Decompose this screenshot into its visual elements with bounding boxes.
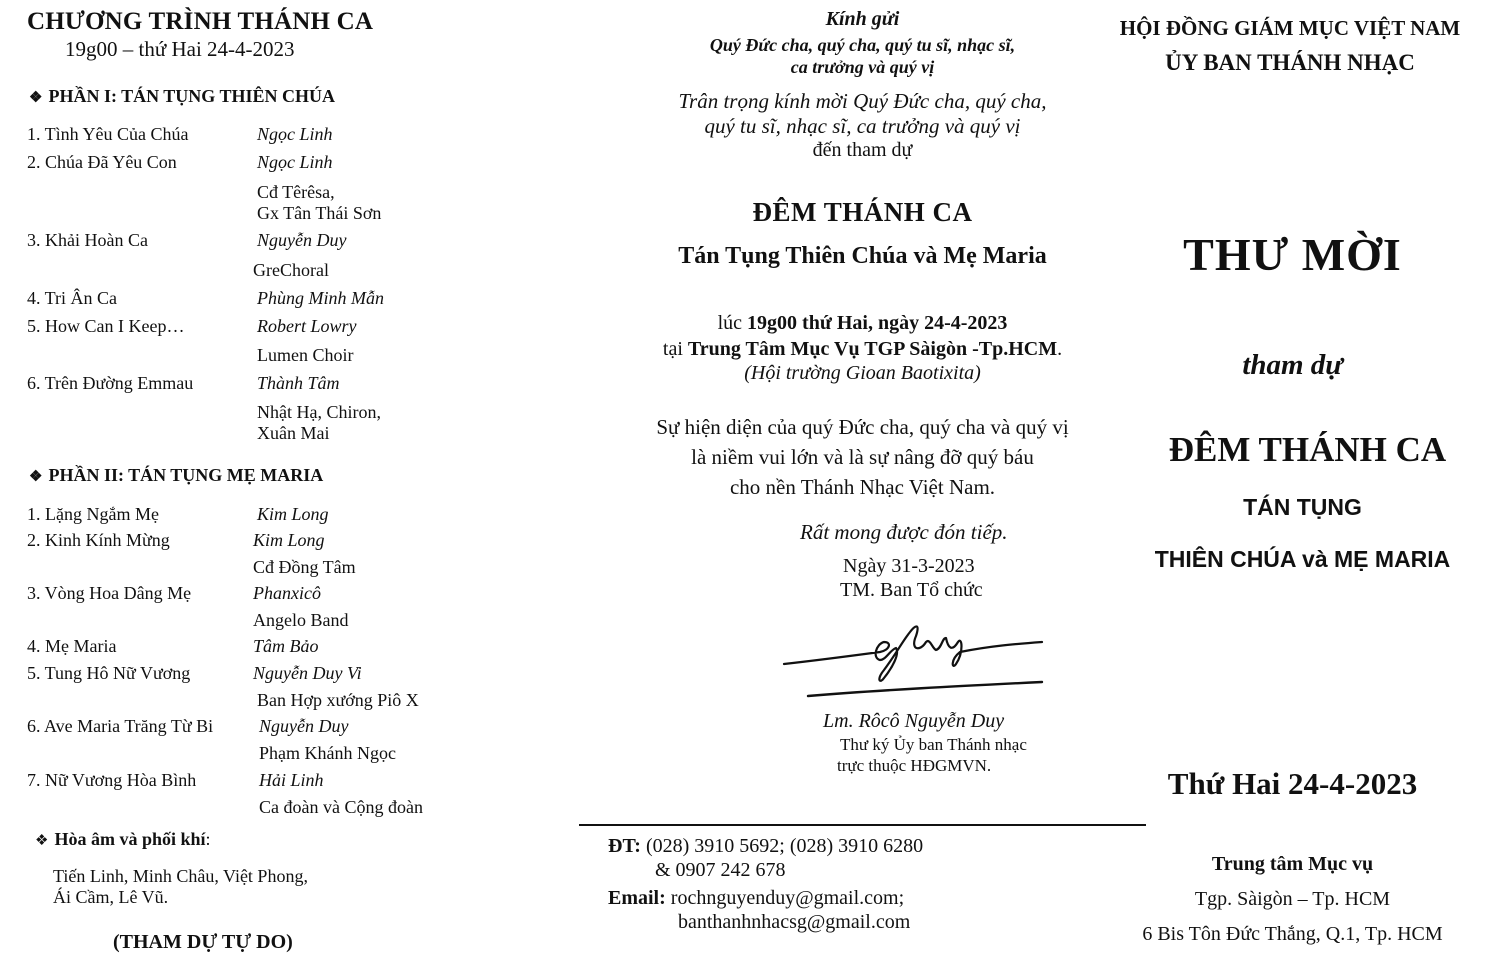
song-author: Hải Linh	[259, 770, 324, 790]
song-title: 2. Kinh Kính Mừng	[27, 530, 170, 550]
invite-line: Trân trọng kính mời Quý Đức cha, quý cha,	[678, 89, 1047, 113]
cover-event: ĐÊM THÁNH CA	[1168, 430, 1447, 469]
invite-line: đến tham dự	[812, 139, 913, 161]
diamond-icon: ❖	[35, 833, 49, 849]
part2-heading-text: PHẦN II: TÁN TỤNG MẸ MARIA	[48, 465, 324, 485]
song-title: 5. Tung Hô Nữ Vương	[27, 663, 191, 683]
song-title: 1. Lặng Ngắm Mẹ	[27, 504, 159, 524]
email-line	[608, 887, 904, 910]
song-title: 3. Khải Hoàn Ca	[27, 230, 148, 250]
phone-mobile: & 0907 242 678	[655, 859, 786, 881]
phone-numbers: (028) 3910 5692; (028) 3910 6280	[640, 835, 924, 857]
event-title: ĐÊM THÁNH CA	[752, 197, 973, 227]
email-label: Email:	[608, 887, 666, 909]
presence-line: Sự hiện diện của quý Đức cha, quý cha và quý vị	[656, 415, 1069, 439]
time-prefix: lúc	[717, 312, 748, 334]
divider	[579, 824, 1146, 826]
cover-sub: THIÊN CHÚA và MẸ MARIA	[1154, 546, 1451, 572]
song-performer: Angelo Band	[253, 610, 349, 630]
phone-line	[608, 835, 923, 858]
song-title: 3. Vòng Hoa Dâng Mẹ	[27, 583, 192, 603]
song-performer: Ban Hợp xướng Piô X	[257, 690, 419, 710]
email-address: rochnguyenduy@gmail.com;	[665, 887, 905, 909]
event-subtitle: Tán Tụng Thiên Chúa và Mẹ Maria	[678, 243, 1047, 269]
letter-date: Ngày 31-3-2023	[843, 555, 975, 577]
program-title: CHƯƠNG TRÌNH THÁNH CA	[27, 8, 374, 35]
cover-title: THƯ MỜI	[1183, 229, 1402, 280]
song-performer: Cđ Têrêsa, Gx Tân Thái Sơn	[257, 182, 382, 223]
signer-role: trực thuộc HĐGMVN.	[837, 756, 992, 775]
song-author: Robert Lowry	[257, 316, 357, 336]
song-author: Phanxicô	[253, 583, 321, 603]
email-address-2: banthanhnhacsg@gmail.com	[678, 911, 911, 933]
invite-line: quý tu sĩ, nhạc sĩ, ca trưởng và quý vị	[704, 114, 1021, 138]
diamond-icon: ❖	[29, 469, 43, 485]
song-title: 6. Trên Đường Emmau	[27, 373, 194, 393]
song-title: 2. Chúa Đã Yêu Con	[27, 152, 177, 172]
signer-name: Lm. Rôcô Nguyễn Duy	[823, 710, 1005, 732]
harmony-label: Hòa âm và phối khí	[54, 829, 206, 849]
song-author: Kim Long	[253, 530, 325, 550]
song-performer: Lumen Choir	[257, 345, 354, 365]
place-suffix: .	[1057, 338, 1063, 360]
event-place	[579, 338, 1146, 361]
song-performer: Nhật Hạ, Chiron, Xuân Mai	[257, 402, 381, 443]
song-title: 6. Ave Maria Trăng Từ Bi	[27, 716, 214, 736]
presence-line: cho nền Thánh Nhạc Việt Nam.	[729, 475, 996, 499]
song-performer: Cđ Đồng Tâm	[253, 557, 356, 577]
harmony-heading	[35, 829, 211, 850]
song-title: 1. Tình Yêu Của Chúa	[27, 124, 189, 144]
song-author: Nguyễn Duy	[257, 230, 347, 250]
program-date: 19g00 – thứ Hai 24-4-2023	[65, 37, 295, 61]
harmony-colon: :	[205, 829, 211, 849]
place-prefix: tại	[662, 338, 688, 360]
part1-heading-text: PHẦN I: TÁN TỤNG THIÊN CHÚA	[48, 86, 335, 106]
cover-sub: TÁN TỤNG	[1243, 494, 1362, 520]
org-name: HỘI ĐỒNG GIÁM MỤC VIỆT NAM	[1119, 16, 1461, 40]
presence-line: là niềm vui lớn và là sự nâng đỡ quý báu	[691, 445, 1034, 469]
song-author: Nguyễn Duy	[259, 716, 349, 736]
song-author: Nguyễn Duy Vi	[253, 663, 362, 683]
song-performer: GreChoral	[253, 260, 329, 280]
part2-heading	[29, 465, 323, 486]
song-title: 5. How Can I Keep…	[27, 316, 185, 336]
cover-date: Thứ Hai 24-4-2023	[1167, 766, 1418, 801]
song-author: Tâm Bảo	[253, 636, 319, 656]
recipients-line: ca trưởng và quý vị	[790, 57, 935, 77]
phone-label: ĐT:	[608, 835, 641, 857]
org-committee: ỦY BAN THÁNH NHẠC	[1165, 50, 1415, 75]
signer-role: Thư ký Ủy ban Thánh nhạc	[840, 735, 1027, 754]
song-title: 7. Nữ Vương Hòa Bình	[27, 770, 197, 790]
song-performer: Ca đoàn và Cộng đoàn	[259, 797, 423, 817]
song-author: Thành Tâm	[257, 373, 340, 393]
signature	[780, 612, 1050, 704]
song-title: 4. Mẹ Maria	[27, 636, 117, 656]
time-value: 19g00 thứ Hai, ngày 24-4-2023	[747, 312, 1008, 334]
greeting: Kính gửi	[825, 8, 900, 30]
place-value: Trung Tâm Mục Vụ TGP Sàigòn -Tp.HCM	[687, 338, 1058, 360]
organizer: TM. Ban Tổ chức	[840, 579, 983, 601]
event-time	[579, 312, 1146, 335]
event-hall: (Hội trường Gioan Baotixita)	[744, 362, 981, 384]
recipients-line: Quý Đức cha, quý cha, quý tu sĩ, nhạc sĩ,	[709, 35, 1016, 55]
venue-address: 6 Bis Tôn Đức Thắng, Q.1, Tp. HCM	[1142, 923, 1443, 945]
song-author: Phùng Minh Mẫn	[257, 288, 384, 308]
venue-city: Tgp. Sàigòn – Tp. HCM	[1194, 888, 1391, 910]
song-author: Ngọc Linh	[257, 124, 333, 144]
song-author: Kim Long	[257, 504, 329, 524]
diamond-icon: ❖	[29, 90, 43, 106]
harmony-names: Ái Cầm, Lê Vũ.	[53, 887, 169, 907]
free-entry-note: (THAM DỰ TỰ DO)	[113, 931, 293, 953]
song-title: 4. Tri Ân Ca	[27, 288, 118, 308]
cover-attend: tham dự	[1242, 349, 1343, 381]
song-author: Ngọc Linh	[257, 152, 333, 172]
welcome-note: Rất mong được đón tiếp.	[800, 520, 1008, 544]
part1-heading	[29, 86, 335, 107]
venue-name: Trung tâm Mục vụ	[1211, 853, 1374, 875]
harmony-names: Tiến Linh, Minh Châu, Việt Phong,	[53, 866, 308, 886]
song-performer: Phạm Khánh Ngọc	[259, 743, 396, 763]
